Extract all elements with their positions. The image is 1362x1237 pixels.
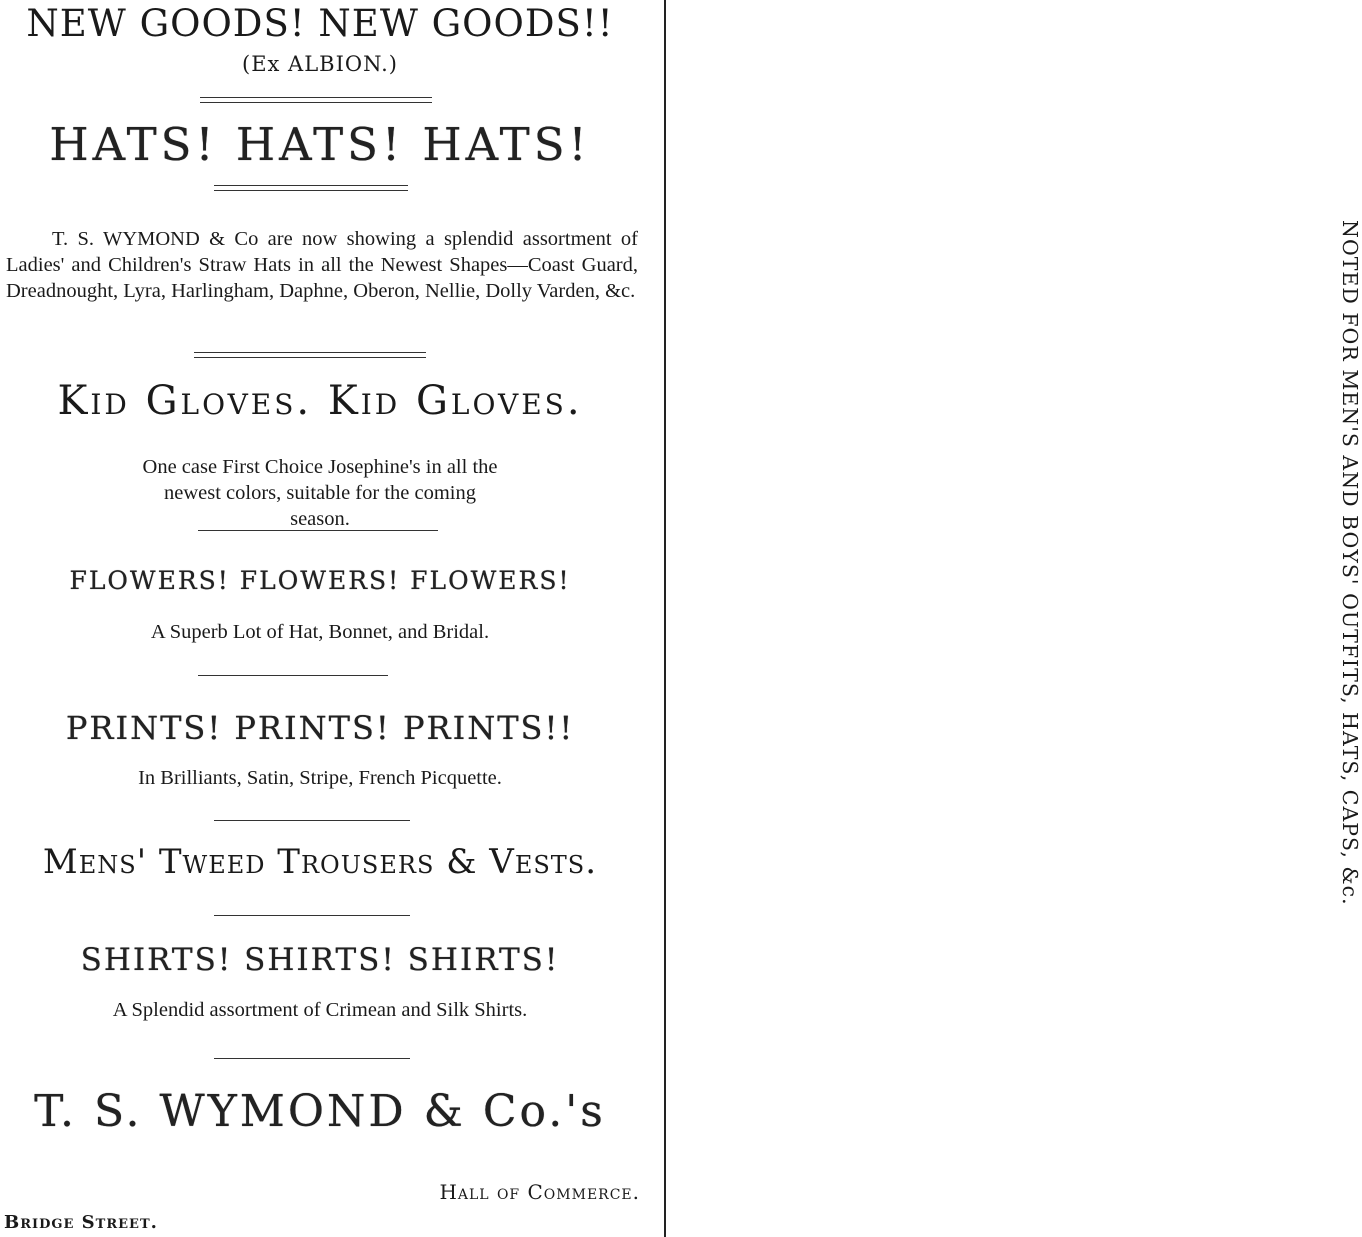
premises: Hall of Commerce.	[439, 1180, 640, 1204]
divider	[0, 915, 640, 921]
prints-description: In Brilliants, Satin, Stripe, French Picquette.	[138, 767, 502, 789]
divider	[0, 530, 640, 536]
sidebar-text: NOTED FOR MEN'S AND BOYS' OUTFITS, HATS, CAPS, &c.	[1338, 220, 1362, 906]
firm-name: T. S. WYMOND & Co.'s	[34, 1086, 606, 1137]
divider	[0, 1058, 640, 1064]
sidebar-strip	[666, 0, 1362, 1237]
shirts-heading: SHIRTS! SHIRTS! SHIRTS!	[80, 942, 560, 978]
header-subtitle: (Ex ALBION.)	[242, 52, 398, 76]
divider	[0, 97, 640, 103]
flowers-heading: FLOWERS! FLOWERS! FLOWERS!	[69, 566, 571, 595]
divider	[0, 185, 640, 191]
hats-heading: HATS! HATS! HATS!	[49, 118, 591, 171]
divider	[0, 352, 640, 358]
prints-heading: PRINTS! PRINTS! PRINTS!!	[65, 709, 575, 747]
hats-description: T. S. WYMOND & Co are now showing a splendid assortment of Ladies' and Children's Straw Hats in all the Newest Shapes—Coast Guard, Dreadnought, Lyra, Harlingham, Daphne, Oberon, Nellie, Dolly Varden, &c.	[6, 228, 638, 302]
gloves-heading: Kid Gloves. Kid Gloves.	[57, 378, 583, 424]
divider	[0, 675, 640, 681]
flowers-description: A Superb Lot of Hat, Bonnet, and Bridal.	[150, 621, 490, 643]
gloves-description: One case First Choice Josephine's in all the newest colors, suitable for the coming season.	[142, 456, 498, 530]
header-title: NEW GOODS! NEW GOODS!!	[26, 2, 614, 45]
street: Bridge Street.	[4, 1212, 158, 1233]
advertisement-column	[0, 0, 640, 1237]
trousers-heading: Mens' Tweed Trousers & Vests.	[42, 842, 598, 882]
shirts-description: A Splendid assortment of Crimean and Silk Shirts.	[112, 999, 528, 1021]
divider	[0, 820, 640, 826]
